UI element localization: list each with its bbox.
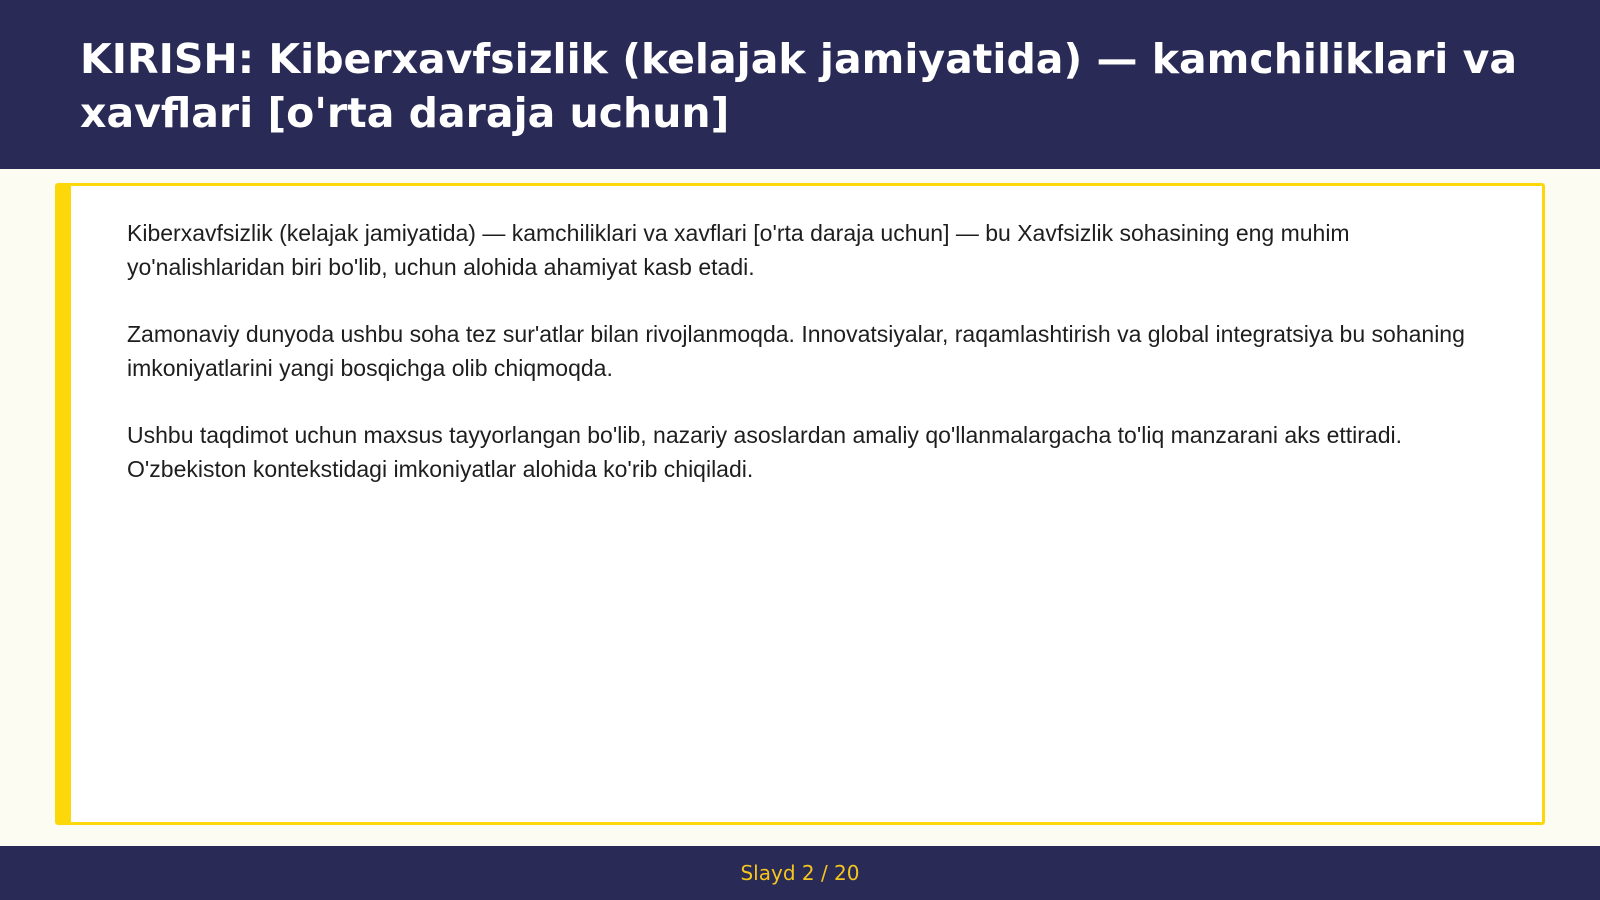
slide-header bbox=[0, 0, 1600, 169]
content-card bbox=[55, 183, 1545, 825]
slide-counter: Slayd 2 / 20 bbox=[740, 861, 860, 885]
slide-footer bbox=[0, 846, 1600, 900]
paragraph-modern-world: Zamonaviy dunyoda ushbu soha tez sur'atlar bilan rivojlanmoqda. Innovatsiyalar, raqamlashtirish va global integratsiya bu sohaning imkoniyatlarini yangi bosqichga olib chiqmoqda. bbox=[127, 321, 1465, 381]
paragraph-intro: Kiberxavfsizlik (kelajak jamiyatida) — kamchiliklari va xavflari [o'rta daraja uchun] — bu Xavfsizlik sohasining eng muhim yo'nalishlaridan biri bo'lib, uchun alohida ahamiyat kasb etadi. bbox=[127, 220, 1350, 280]
paragraph-presentation: Ushbu taqdimot uchun maxsus tayyorlangan bo'lib, nazariy asoslardan amaliy qo'llanmalargacha to'liq manzarani aks ettiradi. O'zbekiston kontekstidagi imkoniyatlar alohida ko'rib chiqiladi. bbox=[127, 422, 1403, 482]
slide-title: KIRISH: Kiberxavfsizlik (kelajak jamiyatida) — kamchiliklari va xavflari [o'rta daraja uchun] bbox=[80, 35, 1517, 137]
